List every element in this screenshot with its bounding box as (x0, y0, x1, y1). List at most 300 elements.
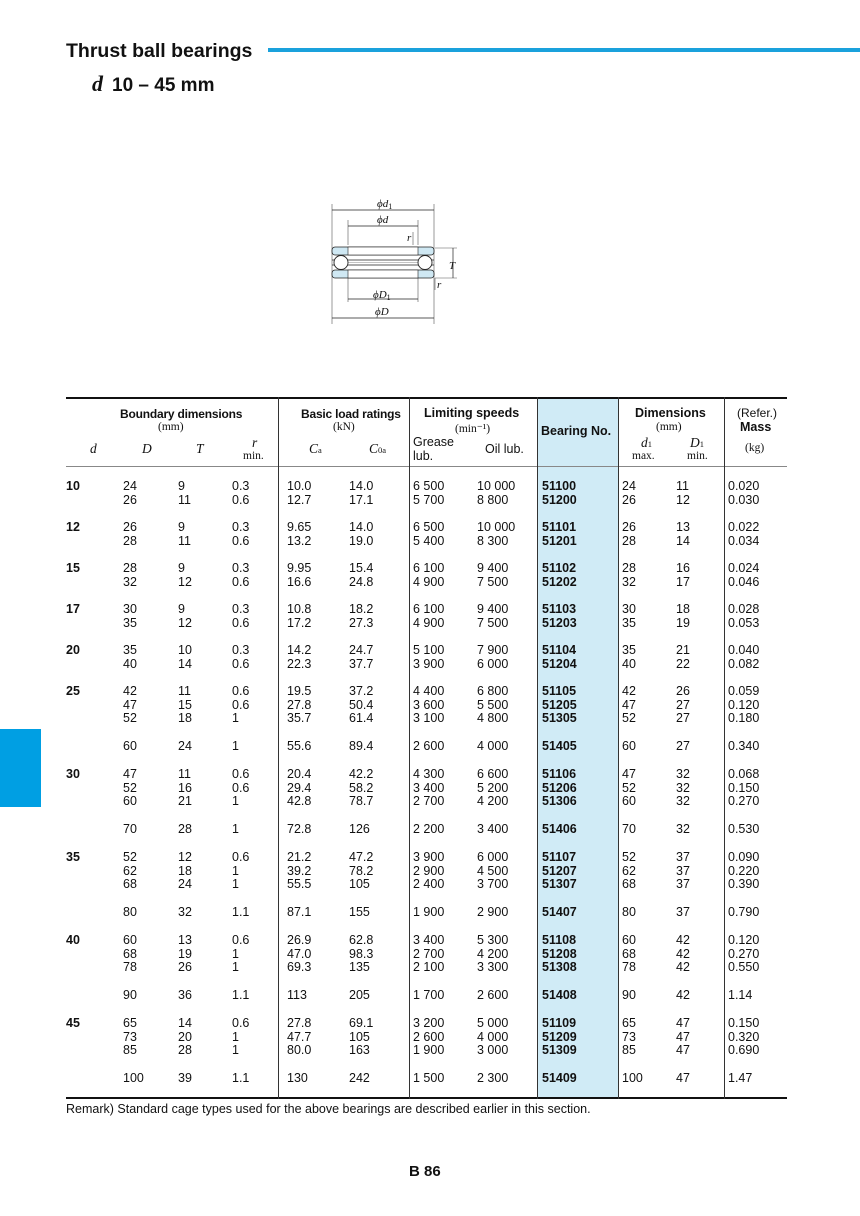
cell-t: 19 (178, 946, 192, 961)
cell-ca: 16.6 (287, 574, 312, 589)
cell-d: 40 (123, 656, 137, 671)
cell-d: 100 (123, 1070, 144, 1085)
cell-bn: 51201 (542, 533, 577, 548)
cell-bn: 51305 (542, 711, 577, 726)
cell-d1: 16 (676, 561, 690, 575)
cell-r: 0.6 (232, 933, 250, 947)
cell-mass: 0.120 (728, 697, 760, 712)
table-row (66, 960, 787, 974)
cell-d1: 32 (676, 794, 690, 809)
cell-d1: 73 (622, 1029, 636, 1044)
table-row (66, 684, 787, 698)
cell-r: 0.6 (232, 697, 250, 712)
cell-ca: 26.9 (287, 933, 312, 947)
cell-r: 0.3 (232, 643, 250, 657)
cell-t: 9 (178, 561, 185, 575)
bore-diameter: 20 (66, 643, 80, 657)
cell-c0a: 62.8 (349, 933, 374, 947)
cell-oil: 5 500 (477, 697, 509, 712)
table-row (66, 947, 787, 961)
cell-mass: 0.053 (728, 615, 760, 630)
cell-d1: 85 (622, 1043, 636, 1058)
cell-oil: 2 300 (477, 1070, 509, 1085)
cell-d1: 37 (676, 904, 690, 919)
cell-d1: 68 (622, 946, 636, 961)
diagram-label-r-bottom: r (437, 279, 442, 291)
cell-grease: 2 900 (413, 863, 445, 878)
cell-grease: 2 600 (413, 1029, 445, 1044)
cell-bn: 51108 (542, 933, 577, 947)
cell-d: 28 (123, 561, 137, 575)
cell-bn: 51408 (542, 987, 577, 1002)
cell-d1: 60 (622, 738, 636, 753)
cell-c0a: 37.2 (349, 684, 374, 698)
cell-grease: 1 900 (413, 1043, 445, 1058)
cell-c0a: 27.3 (349, 615, 374, 630)
header-dimensions-unit: (mm) (656, 421, 682, 433)
table-row (66, 479, 787, 493)
cell-d1: 60 (622, 794, 636, 809)
table-bottom-rule (66, 1097, 787, 1099)
cell-bn: 51208 (542, 946, 577, 961)
cell-ca: 72.8 (287, 821, 312, 836)
cell-d1: 30 (622, 602, 636, 616)
cell-d1: 32 (622, 574, 636, 589)
cell-d1: 21 (676, 643, 690, 657)
header-col-grease: Grease lub. (413, 435, 454, 463)
cell-t: 18 (178, 711, 192, 726)
cell-d1: 42 (676, 960, 690, 975)
cell-d1: 40 (622, 656, 636, 671)
bore-diameter: 10 (66, 479, 80, 493)
cell-bn: 51203 (542, 615, 577, 630)
page-title: Thrust ball bearings (66, 40, 253, 62)
cell-r: 0.3 (232, 479, 250, 493)
cell-mass: 0.028 (728, 602, 760, 616)
table-row (66, 781, 787, 795)
header-boundary-unit: (mm) (158, 421, 184, 433)
cell-d: 28 (123, 533, 137, 548)
cell-d1: 42 (676, 933, 690, 947)
table-row (66, 493, 787, 507)
cell-mass: 0.270 (728, 946, 760, 961)
cell-grease: 2 100 (413, 960, 445, 975)
cell-oil: 9 400 (477, 561, 509, 575)
cell-oil: 5 000 (477, 1016, 509, 1030)
cell-grease: 3 900 (413, 850, 445, 864)
cell-grease: 3 100 (413, 711, 445, 726)
cell-bn: 51107 (542, 850, 577, 864)
table-row (66, 643, 787, 657)
cell-d1: 27 (676, 711, 690, 726)
cell-t: 24 (178, 738, 192, 753)
cell-grease: 2 700 (413, 794, 445, 809)
cell-c0a: 37.7 (349, 656, 374, 671)
cell-d1: 11 (676, 479, 689, 493)
cell-bn: 51406 (542, 821, 577, 836)
cell-d1: 37 (676, 877, 690, 892)
cell-r: 1 (232, 821, 239, 836)
cell-r: 1 (232, 863, 239, 878)
cell-mass: 0.150 (728, 1016, 760, 1030)
cell-grease: 4 900 (413, 574, 445, 589)
cell-d1: 52 (622, 850, 636, 864)
cell-grease: 3 900 (413, 656, 445, 671)
cell-d1: 47 (676, 1029, 690, 1044)
cell-grease: 4 900 (413, 615, 445, 630)
cell-t: 13 (178, 933, 192, 947)
cell-ca: 35.7 (287, 711, 312, 726)
header-col-d1: d1 (641, 435, 652, 450)
cell-d1: 100 (622, 1070, 643, 1085)
cell-d1: 37 (676, 863, 690, 878)
header-boundary: Boundary dimensions (120, 407, 243, 421)
cell-oil: 4 800 (477, 711, 509, 726)
cell-d1: 27 (676, 738, 690, 753)
header-load-unit: (kN) (333, 421, 355, 433)
cell-c0a: 15.4 (349, 561, 374, 575)
cell-d: 24 (123, 479, 137, 493)
table-row (66, 988, 787, 1002)
cell-d: 26 (123, 492, 137, 507)
cell-grease: 6 100 (413, 561, 445, 575)
table-row (66, 1030, 787, 1044)
table-row (66, 575, 787, 589)
cell-r: 1 (232, 1029, 239, 1044)
cell-r: 0.6 (232, 1016, 250, 1030)
cell-ca: 55.5 (287, 877, 312, 892)
cell-bn: 51309 (542, 1043, 577, 1058)
cell-c0a: 19.0 (349, 533, 374, 548)
bearing-diagram (315, 190, 475, 330)
diagram-label-r-top: r (407, 232, 412, 244)
cell-d1: 35 (622, 643, 636, 657)
cell-bn: 51306 (542, 794, 577, 809)
header-col-C0a: C0a (369, 441, 387, 456)
cell-mass: 0.220 (728, 863, 760, 878)
cell-grease: 6 500 (413, 479, 445, 493)
cell-d: 52 (123, 711, 137, 726)
cell-d1: 62 (622, 863, 636, 878)
cell-d1: 13 (676, 520, 690, 534)
table-row (66, 933, 787, 947)
cell-c0a: 126 (349, 821, 370, 836)
bore-diameter: 15 (66, 561, 80, 575)
cell-d: 85 (123, 1043, 137, 1058)
cell-c0a: 135 (349, 960, 370, 975)
cell-r: 1.1 (232, 1070, 250, 1085)
table-row (66, 822, 787, 836)
cell-d1: 52 (622, 711, 636, 726)
cell-d: 35 (123, 643, 137, 657)
table-row (66, 711, 787, 725)
cell-oil: 5 300 (477, 933, 509, 947)
header-speeds-unit: (min⁻¹) (455, 423, 491, 435)
cell-ca: 14.2 (287, 643, 312, 657)
cell-c0a: 78.7 (349, 794, 374, 809)
cell-d1: 18 (676, 602, 690, 616)
bore-diameter: 25 (66, 684, 80, 698)
cell-r: 1 (232, 946, 239, 961)
cell-r: 1 (232, 738, 239, 753)
diagram-label-D: ϕD (375, 306, 389, 318)
cell-d1: 32 (676, 780, 690, 795)
cell-bn: 51207 (542, 863, 577, 878)
cell-d: 73 (123, 1029, 137, 1044)
cell-r: 1 (232, 794, 239, 809)
cell-d: 47 (123, 767, 137, 781)
cell-c0a: 47.2 (349, 850, 374, 864)
cell-grease: 3 400 (413, 933, 445, 947)
cell-d1: 19 (676, 615, 690, 630)
cell-d1: 78 (622, 960, 636, 975)
cell-ca: 80.0 (287, 1043, 312, 1058)
cell-oil: 10 000 (477, 520, 516, 534)
cell-grease: 2 700 (413, 946, 445, 961)
cell-ca: 29.4 (287, 780, 312, 795)
cell-grease: 5 400 (413, 533, 445, 548)
cell-t: 9 (178, 602, 185, 616)
cell-t: 28 (178, 1043, 192, 1058)
cell-grease: 1 900 (413, 904, 445, 919)
cell-d: 35 (123, 615, 137, 630)
cell-r: 0.6 (232, 684, 250, 698)
cell-c0a: 205 (349, 987, 370, 1002)
cell-mass: 0.046 (728, 574, 760, 589)
cell-bn: 51100 (542, 479, 577, 493)
cell-t: 16 (178, 780, 192, 795)
cell-grease: 6 500 (413, 520, 445, 534)
cell-c0a: 89.4 (349, 738, 374, 753)
cell-grease: 2 600 (413, 738, 445, 753)
cell-ca: 42.8 (287, 794, 312, 809)
header-load: Basic load ratings (301, 407, 401, 421)
header-dimensions: Dimensions (635, 406, 706, 420)
cell-d: 68 (123, 877, 137, 892)
cell-d: 26 (123, 520, 137, 534)
cell-d1: 47 (676, 1070, 690, 1085)
cell-t: 28 (178, 821, 192, 836)
cell-d1: 47 (676, 1016, 690, 1030)
cell-bn: 51206 (542, 780, 577, 795)
cell-bn: 51102 (542, 561, 577, 575)
table-row (66, 616, 787, 630)
cell-r: 1 (232, 711, 239, 726)
cell-mass: 0.150 (728, 780, 760, 795)
cell-t: 15 (178, 697, 192, 712)
cell-oil: 3 400 (477, 821, 509, 836)
cell-d1: 42 (622, 684, 636, 698)
cell-bn: 51103 (542, 602, 577, 616)
cell-d: 62 (123, 863, 137, 878)
title-rule (268, 48, 860, 52)
cell-d1: 47 (676, 1043, 690, 1058)
header-col-oil: Oil lub. (485, 442, 524, 456)
cell-t: 18 (178, 863, 192, 878)
cell-mass: 0.340 (728, 738, 760, 753)
cell-d: 65 (123, 1016, 137, 1030)
table-row (66, 1016, 787, 1030)
table-row (66, 794, 787, 808)
cell-d: 68 (123, 946, 137, 961)
cell-d1: 26 (622, 492, 636, 507)
cell-grease: 5 700 (413, 492, 445, 507)
header-mass: Mass (740, 420, 772, 434)
cell-t: 11 (178, 492, 191, 507)
cell-mass: 0.030 (728, 492, 760, 507)
table-row (66, 877, 787, 891)
cell-d1: 27 (676, 697, 690, 712)
cell-d1: 32 (676, 767, 690, 781)
cell-c0a: 105 (349, 1029, 370, 1044)
cell-oil: 10 000 (477, 479, 516, 493)
cell-t: 14 (178, 1016, 192, 1030)
cell-r: 0.6 (232, 767, 250, 781)
cell-r: 0.6 (232, 850, 250, 864)
cell-mass: 0.550 (728, 960, 760, 975)
remark-note: Remark) Standard cage types used for the above bearings are described earlier in this section. (66, 1102, 591, 1116)
cell-ca: 55.6 (287, 738, 312, 753)
cell-oil: 9 400 (477, 602, 509, 616)
cell-oil: 6 800 (477, 684, 509, 698)
cell-mass: 0.034 (728, 533, 760, 548)
cell-bn: 51307 (542, 877, 577, 892)
table-row (66, 864, 787, 878)
cell-d: 52 (123, 780, 137, 795)
cell-mass: 0.530 (728, 821, 760, 836)
cell-bn: 51405 (542, 738, 577, 753)
bearing-table (66, 397, 787, 1099)
cell-t: 20 (178, 1029, 192, 1044)
cell-ca: 87.1 (287, 904, 312, 919)
cell-c0a: 50.4 (349, 697, 374, 712)
cell-d1: 28 (622, 533, 636, 548)
cell-t: 36 (178, 987, 192, 1002)
cell-grease: 4 400 (413, 684, 445, 698)
cell-r: 0.6 (232, 574, 250, 589)
cell-bn: 51104 (542, 643, 577, 657)
cell-bn: 51202 (542, 574, 577, 589)
bore-diameter: 35 (66, 850, 80, 864)
cell-d1: 52 (622, 780, 636, 795)
cell-t: 11 (178, 533, 191, 548)
cell-c0a: 69.1 (349, 1016, 374, 1030)
cell-d1: 42 (676, 946, 690, 961)
cell-oil: 4 000 (477, 1029, 509, 1044)
cell-d1: 26 (622, 520, 636, 534)
header-col-Ca: Ca (309, 441, 322, 456)
cell-t: 39 (178, 1070, 192, 1085)
cell-grease: 1 700 (413, 987, 445, 1002)
table-row (66, 561, 787, 575)
cell-t: 12 (178, 574, 192, 589)
cell-oil: 4 200 (477, 946, 509, 961)
cell-t: 12 (178, 615, 192, 630)
cell-mass: 0.120 (728, 933, 760, 947)
cell-c0a: 78.2 (349, 863, 374, 878)
cell-d: 60 (123, 794, 137, 809)
cell-d: 52 (123, 850, 137, 864)
cell-d: 70 (123, 821, 137, 836)
cell-ca: 27.8 (287, 1016, 312, 1030)
cell-c0a: 18.2 (349, 602, 374, 616)
cell-bn: 51204 (542, 656, 577, 671)
cell-t: 9 (178, 520, 185, 534)
cell-bn: 51109 (542, 1016, 577, 1030)
diagram-label-D1: ϕD1 (373, 289, 391, 302)
table-row (66, 520, 787, 534)
table-row (66, 602, 787, 616)
cell-bn: 51409 (542, 1070, 577, 1085)
cell-ca: 9.95 (287, 561, 312, 575)
cell-ca: 19.5 (287, 684, 312, 698)
cell-d1: 26 (676, 684, 690, 698)
header-mass-unit: (kg) (745, 442, 765, 454)
cell-oil: 3 300 (477, 960, 509, 975)
cell-c0a: 17.1 (349, 492, 374, 507)
cell-oil: 2 600 (477, 987, 509, 1002)
cell-ca: 39.2 (287, 863, 312, 878)
cell-oil: 6 600 (477, 767, 509, 781)
cell-ca: 9.65 (287, 520, 312, 534)
cell-d1: 28 (622, 561, 636, 575)
cell-oil: 4 200 (477, 794, 509, 809)
cell-ca: 10.8 (287, 602, 312, 616)
cell-bn: 51101 (542, 520, 577, 534)
cell-ca: 22.3 (287, 656, 312, 671)
header-col-d: d (90, 441, 97, 456)
cell-d: 90 (123, 987, 137, 1002)
bore-diameter: 40 (66, 933, 80, 947)
cell-ca: 47.0 (287, 946, 312, 961)
cell-c0a: 58.2 (349, 780, 374, 795)
header-col-D: D (142, 441, 152, 456)
table-row (66, 698, 787, 712)
cell-grease: 4 300 (413, 767, 445, 781)
cell-grease: 1 500 (413, 1070, 445, 1085)
cell-mass: 0.180 (728, 711, 760, 726)
cell-bn: 51308 (542, 960, 577, 975)
cell-bn: 51205 (542, 697, 577, 712)
cell-d1: 90 (622, 987, 636, 1002)
cell-oil: 7 500 (477, 615, 509, 630)
header-speeds: Limiting speeds (424, 406, 520, 420)
cell-oil: 6 000 (477, 850, 509, 864)
cell-d1: 68 (622, 877, 636, 892)
cell-c0a: 155 (349, 904, 370, 919)
cell-oil: 4 500 (477, 863, 509, 878)
diagram-label-T: T (449, 260, 456, 272)
table-row (66, 1043, 787, 1057)
cell-mass: 0.082 (728, 656, 760, 671)
cell-grease: 3 600 (413, 697, 445, 712)
cell-ca: 113 (287, 987, 307, 1002)
cell-ca: 17.2 (287, 615, 312, 630)
cell-t: 11 (178, 767, 191, 781)
header-col-D1: D1 (690, 435, 704, 450)
table-row (66, 534, 787, 548)
cell-d1: 47 (622, 697, 636, 712)
cell-grease: 5 100 (413, 643, 445, 657)
cell-t: 11 (178, 684, 191, 698)
cell-r: 0.6 (232, 780, 250, 795)
cell-ca: 27.8 (287, 697, 312, 712)
cell-d1: 65 (622, 1016, 636, 1030)
table-row (66, 767, 787, 781)
cell-mass: 0.040 (728, 643, 760, 657)
cell-d1: 17 (676, 574, 690, 589)
cell-oil: 4 000 (477, 738, 509, 753)
